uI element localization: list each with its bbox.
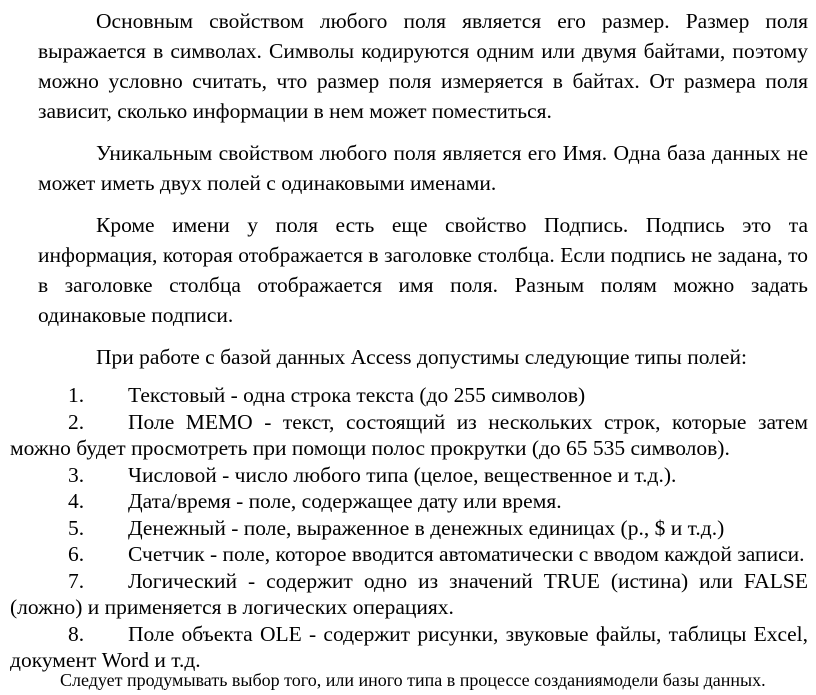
list-item [10, 382, 808, 409]
list-item-number: 8. [68, 621, 85, 646]
list-item [10, 488, 808, 515]
list-item-number: 2. [68, 409, 85, 434]
list-item-number: 6. [68, 542, 85, 566]
document-page [10, 6, 808, 674]
list-item-number: 3. [68, 462, 85, 487]
paragraph-field-caption: Кроме имени у поля есть еще свойство Подпись. Подпись это та информация, которая отображается в заголовке столбца. Если подпись не задана, то в заголовке столбца отображается имя поля. Разным полям можно задать одинаковые подписи. [38, 213, 808, 327]
paragraph-types-intro: При работе с базой данных Access допустимы следующие типы полей: [96, 345, 747, 369]
list-item-text: Денежный - поле, выраженное в денежных единицах (р., $ и т.д.) [128, 515, 725, 540]
list-item-text: Логический - содержит одно из значений TRUE (истина) или FALSE (ложно) и применяется в логических операциях. [10, 568, 808, 619]
list-item [10, 568, 808, 621]
list-item-text: Числовой - число любого типа (целое, вещественное и т.д.). [128, 462, 677, 487]
list-item-number: 4. [68, 489, 85, 513]
list-item-number: 1. [68, 383, 85, 407]
list-item-text: Текстовый - одна строка текста (до 255 символов) [128, 383, 586, 407]
list-item-number: 7. [68, 568, 85, 593]
list-item [10, 515, 808, 542]
footer-note: Следует продумывать выбор того, или иного типа в процессе созданиямодели базы данных. [60, 670, 766, 690]
paragraph-field-name: Уникальным свойством любого поля является его Имя. Одна база данных не может иметь двух полей с одинаковыми именами. [38, 141, 808, 195]
list-item-text: Счетчик - поле, которое вводится автоматически с вводом каждой записи. [128, 542, 805, 566]
list-item-text: Дата/время - поле, содержащее дату или время. [128, 489, 562, 513]
list-item [10, 462, 808, 489]
list-item [10, 621, 808, 674]
list-item-text: Поле объекта OLE - содержит рисунки, звуковые файлы, таблицы Excel, документ Word и т.д. [10, 621, 808, 672]
paragraph-field-size: Основным свойством любого поля является его размер. Размер поля выражается в символах. Символы кодируются одним или двумя байтами, поэтому можно условно считать, что размер поля измеряется в байтах. От размера поля зависит, сколько информации в нем может поместиться. [38, 9, 808, 123]
list-item [10, 409, 808, 462]
list-item-text: Поле MEMO - текст, состоящий из нескольких строк, которые затем можно будет просмотреть при помощи полос прокрутки (до 65 535 символов). [10, 409, 808, 460]
field-types-list [10, 382, 808, 674]
list-item-number: 5. [68, 515, 85, 540]
list-item [10, 541, 808, 568]
